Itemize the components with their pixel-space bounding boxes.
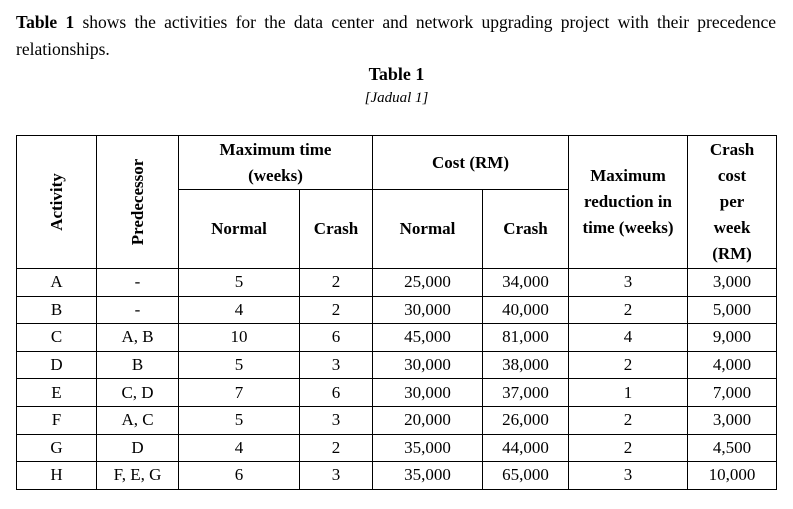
cell-max-reduction: 1 bbox=[569, 379, 688, 407]
table-row bbox=[17, 351, 777, 379]
cell-crash-per-week: 9,000 bbox=[688, 324, 777, 352]
cell-normal-cost: 35,000 bbox=[373, 434, 483, 462]
cell-normal-time: 5 bbox=[179, 269, 300, 297]
cell-normal-cost: 20,000 bbox=[373, 406, 483, 434]
cell-crash-per-week: 4,000 bbox=[688, 351, 777, 379]
cell-max-reduction: 2 bbox=[569, 296, 688, 324]
cell-crash-cost: 81,000 bbox=[483, 324, 569, 352]
table-caption-subtitle: [Jadual 1] bbox=[364, 90, 429, 106]
cell-max-reduction: 4 bbox=[569, 324, 688, 352]
cell-activity: G bbox=[17, 434, 97, 462]
cell-activity: H bbox=[17, 462, 97, 490]
cell-normal-cost: 30,000 bbox=[373, 296, 483, 324]
table-row bbox=[17, 462, 777, 490]
intro-paragraph bbox=[16, 9, 776, 63]
cell-predecessor: F, E, G bbox=[97, 462, 179, 490]
cell-normal-time: 4 bbox=[179, 434, 300, 462]
cell-crash-time: 3 bbox=[300, 462, 373, 490]
cell-max-reduction: 3 bbox=[569, 269, 688, 297]
activities-table bbox=[16, 135, 777, 490]
cell-activity: F bbox=[17, 406, 97, 434]
header-predecessor bbox=[97, 136, 179, 269]
header-crash-cost: Crash cost per week (RM) bbox=[688, 136, 777, 269]
cell-crash-cost: 37,000 bbox=[483, 379, 569, 407]
table-row bbox=[17, 296, 777, 324]
cell-crash-cost: 34,000 bbox=[483, 269, 569, 297]
cell-predecessor: D bbox=[97, 434, 179, 462]
cell-crash-time: 2 bbox=[300, 269, 373, 297]
header-max-reduction: Maximum reduction in time (weeks) bbox=[569, 136, 688, 269]
cell-predecessor: - bbox=[97, 296, 179, 324]
cell-normal-cost: 30,000 bbox=[373, 379, 483, 407]
cell-crash-time: 3 bbox=[300, 351, 373, 379]
cell-crash-per-week: 3,000 bbox=[688, 269, 777, 297]
cell-crash-cost: 65,000 bbox=[483, 462, 569, 490]
cell-crash-time: 6 bbox=[300, 324, 373, 352]
cell-activity: E bbox=[17, 379, 97, 407]
cell-crash-cost: 40,000 bbox=[483, 296, 569, 324]
cell-predecessor: - bbox=[97, 269, 179, 297]
cell-normal-time: 7 bbox=[179, 379, 300, 407]
cell-normal-time: 5 bbox=[179, 351, 300, 379]
header-max-time: Maximum time (weeks) bbox=[179, 136, 373, 190]
cell-normal-time: 5 bbox=[179, 406, 300, 434]
cell-normal-cost: 35,000 bbox=[373, 462, 483, 490]
cell-crash-time: 2 bbox=[300, 434, 373, 462]
table-row bbox=[17, 379, 777, 407]
header-time-crash: Crash bbox=[300, 190, 373, 269]
cell-normal-time: 6 bbox=[179, 462, 300, 490]
cell-crash-per-week: 3,000 bbox=[688, 406, 777, 434]
table-caption-title: Table 1 bbox=[368, 64, 425, 84]
table-row bbox=[17, 406, 777, 434]
cell-crash-time: 3 bbox=[300, 406, 373, 434]
cell-crash-cost: 26,000 bbox=[483, 406, 569, 434]
cell-predecessor: A, B bbox=[97, 324, 179, 352]
cell-predecessor: C, D bbox=[97, 379, 179, 407]
cell-crash-per-week: 5,000 bbox=[688, 296, 777, 324]
cell-max-reduction: 2 bbox=[569, 351, 688, 379]
cell-max-reduction: 2 bbox=[569, 434, 688, 462]
table-row bbox=[17, 434, 777, 462]
header-activity-label: Activity bbox=[46, 173, 66, 231]
cell-normal-cost: 45,000 bbox=[373, 324, 483, 352]
cell-crash-per-week: 7,000 bbox=[688, 379, 777, 407]
header-activity bbox=[17, 136, 97, 269]
intro-text: shows the activities for the data center and network upgrading project with their precedence relationships. bbox=[16, 12, 776, 59]
cell-crash-time: 6 bbox=[300, 379, 373, 407]
cell-crash-per-week: 4,500 bbox=[688, 434, 777, 462]
cell-activity: A bbox=[17, 269, 97, 297]
cell-crash-time: 2 bbox=[300, 296, 373, 324]
cell-activity: D bbox=[17, 351, 97, 379]
cell-activity: C bbox=[17, 324, 97, 352]
cell-normal-cost: 25,000 bbox=[373, 269, 483, 297]
cell-crash-cost: 38,000 bbox=[483, 351, 569, 379]
header-cost-crash: Crash bbox=[483, 190, 569, 269]
cell-normal-time: 4 bbox=[179, 296, 300, 324]
table-row bbox=[17, 269, 777, 297]
table-row bbox=[17, 324, 777, 352]
header-time-normal: Normal bbox=[179, 190, 300, 269]
cell-predecessor: B bbox=[97, 351, 179, 379]
header-predecessor-label: Predecessor bbox=[127, 158, 147, 246]
cell-max-reduction: 3 bbox=[569, 462, 688, 490]
header-cost-normal: Normal bbox=[373, 190, 483, 269]
cell-activity: B bbox=[17, 296, 97, 324]
cell-max-reduction: 2 bbox=[569, 406, 688, 434]
cell-crash-per-week: 10,000 bbox=[688, 462, 777, 490]
cell-normal-time: 10 bbox=[179, 324, 300, 352]
cell-crash-cost: 44,000 bbox=[483, 434, 569, 462]
cell-predecessor: A, C bbox=[97, 406, 179, 434]
header-cost: Cost (RM) bbox=[373, 136, 569, 190]
intro-lead: Table 1 bbox=[16, 12, 75, 32]
cell-normal-cost: 30,000 bbox=[373, 351, 483, 379]
